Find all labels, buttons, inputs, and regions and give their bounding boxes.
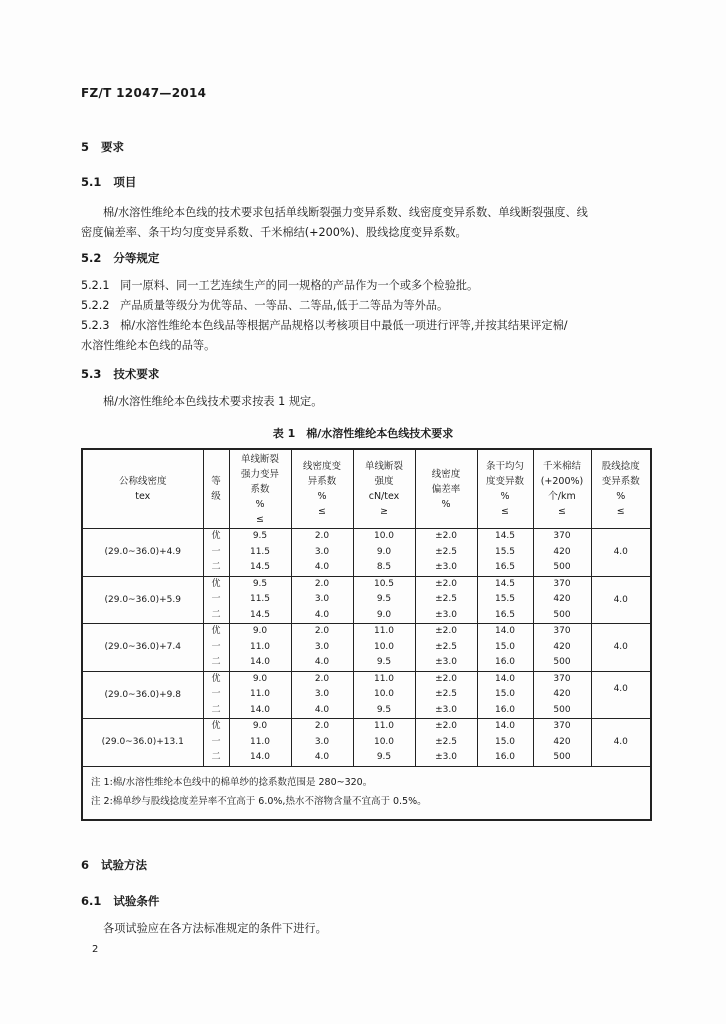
clause-text: 产品质量等级分为优等品、一等品、二等品,低于二等品为等外品。 — [120, 299, 449, 312]
strength-cv-cell: 9.5 11.5 14.5 — [229, 529, 291, 577]
evenness-cv-cell: 14.0 15.0 16.0 — [477, 624, 533, 672]
requirements-table — [81, 448, 652, 821]
section-5-heading — [81, 139, 124, 155]
strength-cv-cell: 9.0 11.0 14.0 — [229, 671, 291, 719]
grade-cell: 优 一 二 — [203, 671, 229, 719]
twist-cv-cell: 4.0 — [591, 624, 651, 672]
tenacity-cell: 11.0 10.0 9.5 — [353, 671, 415, 719]
col-header-evenness-cv: 条干均匀 度变异数 % ≤ — [477, 449, 533, 529]
spec-cell: (29.0~36.0)+13.1 — [82, 719, 203, 767]
section-title: 试验方法 — [101, 858, 148, 872]
section-number: 6.1 — [81, 894, 102, 908]
tenacity-cell: 10.0 9.0 8.5 — [353, 529, 415, 577]
col-header-density-deviation: 线密度 偏差率 % — [415, 449, 477, 529]
section-5-3-heading — [81, 366, 159, 382]
section-number: 5 — [81, 140, 90, 154]
density-cv-cell: 2.0 3.0 4.0 — [291, 529, 353, 577]
table-row-group — [82, 624, 651, 672]
col-header-grade: 等 级 — [203, 449, 229, 529]
page-number: 2 — [92, 944, 99, 955]
col-header-nominal-density: 公称线密度 tex — [82, 449, 203, 529]
clause-text: 棉/水溶性维纶本色线品等根据产品规格以考核项目中最低一项进行评等,并按其结果评定棉/ — [120, 319, 568, 332]
col-header-twist-cv: 股线捻度 变异系数 % ≤ — [591, 449, 651, 529]
table-notes-row — [82, 766, 651, 820]
clause-text: 同一原料、同一工艺连续生产的同一规格的产品作为一个或多个检验批。 — [120, 279, 479, 292]
grade-cell: 优 一 二 — [203, 529, 229, 577]
strength-cv-cell: 9.0 11.0 14.0 — [229, 719, 291, 767]
evenness-cv-cell: 14.5 15.5 16.5 — [477, 529, 533, 577]
clause-5-2-2 — [81, 297, 448, 313]
section-number: 5.2 — [81, 251, 102, 265]
evenness-cv-cell: 14.0 15.0 16.0 — [477, 671, 533, 719]
table-note: 注 2:棉单纱与股线捻度差异率不宜高于 6.0%,热水不溶物含量不宜高于 0.5%。 — [91, 795, 427, 807]
strength-cv-cell: 9.0 11.0 14.0 — [229, 624, 291, 672]
paragraph-line: 各项试验应在各方法标准规定的条件下进行。 — [103, 922, 327, 935]
density-cv-cell: 2.0 3.0 4.0 — [291, 624, 353, 672]
paragraph-line: 密度偏差率、条干均匀度变异系数、千米棉结(+200%)、股线捻度变异系数。 — [81, 226, 467, 239]
section-6-1-heading — [81, 893, 159, 909]
section-5-2-heading — [81, 250, 159, 266]
col-header-density-cv: 线密度变 异系数 % ≤ — [291, 449, 353, 529]
neps-cell: 370 420 500 — [533, 624, 591, 672]
table-row-group — [82, 529, 651, 577]
neps-cell: 370 420 500 — [533, 529, 591, 577]
section-title: 要求 — [101, 140, 125, 154]
paragraph-line: 棉/水溶性维纶本色线技术要求按表 1 规定。 — [103, 395, 323, 408]
neps-cell: 370 420 500 — [533, 671, 591, 719]
evenness-cv-cell: 14.0 15.0 16.0 — [477, 719, 533, 767]
grade-cell: 优 一 二 — [203, 719, 229, 767]
density-deviation-cell: ±2.0 ±2.5 ±3.0 — [415, 719, 477, 767]
section-title: 分等规定 — [113, 251, 160, 265]
clause-5-2-1 — [81, 277, 478, 293]
section-number: 5.1 — [81, 175, 102, 189]
tenacity-cell: 11.0 10.0 9.5 — [353, 624, 415, 672]
density-deviation-cell: ±2.0 ±2.5 ±3.0 — [415, 624, 477, 672]
density-deviation-cell: ±2.0 ±2.5 ±3.0 — [415, 671, 477, 719]
twist-cv-cell: 4.0 — [591, 529, 651, 577]
twist-cv-cell: 4.0 — [591, 576, 651, 624]
tenacity-cell: 11.0 10.0 9.5 — [353, 719, 415, 767]
density-deviation-cell: ±2.0 ±2.5 ±3.0 — [415, 576, 477, 624]
tenacity-cell: 10.5 9.5 9.0 — [353, 576, 415, 624]
table-row-group — [82, 576, 651, 624]
col-header-neps: 千米棉结 (+200%) 个/km ≤ — [533, 449, 591, 529]
table-row-group — [82, 671, 651, 719]
twist-cv-cell: 4.0 — [591, 671, 651, 719]
grade-cell: 优 一 二 — [203, 624, 229, 672]
spec-cell: (29.0~36.0)+4.9 — [82, 529, 203, 577]
section-title: 项目 — [113, 175, 137, 189]
table-caption: 表 1 棉/水溶性维纶本色线技术要求 — [272, 427, 454, 440]
grade-cell: 优 一 二 — [203, 576, 229, 624]
twist-cv-cell: 4.0 — [591, 719, 651, 767]
section-number: 6 — [81, 858, 90, 872]
section-6-heading — [81, 857, 147, 873]
clause-text-continued: 水溶性维纶本色线的品等。 — [81, 339, 216, 352]
paragraph-line: 棉/水溶性维纶本色线的技术要求包括单线断裂强力变异系数、线密度变异系数、单线断裂强度、线 — [103, 206, 588, 219]
table-notes — [82, 766, 651, 820]
clause-5-2-3 — [81, 317, 568, 333]
clause-number: 5.2.3 — [81, 319, 110, 332]
col-header-tenacity: 单线断裂 强度 cN/tex ≥ — [353, 449, 415, 529]
strength-cv-cell: 9.5 11.5 14.5 — [229, 576, 291, 624]
density-cv-cell: 2.0 3.0 4.0 — [291, 719, 353, 767]
spec-cell: (29.0~36.0)+9.8 — [82, 671, 203, 719]
section-number: 5.3 — [81, 367, 102, 381]
spec-cell: (29.0~36.0)+5.9 — [82, 576, 203, 624]
density-cv-cell: 2.0 3.0 4.0 — [291, 671, 353, 719]
neps-cell: 370 420 500 — [533, 719, 591, 767]
section-5-1-heading — [81, 174, 136, 190]
clause-number: 5.2.2 — [81, 299, 110, 312]
table-row-group — [82, 719, 651, 767]
table-note: 注 1:棉/水溶性维纶本色线中的棉单纱的捻系数范围是 280~320。 — [91, 776, 373, 788]
section-title: 试验条件 — [113, 894, 160, 908]
col-header-strength-cv: 单线断裂 强力变异 系数 % ≤ — [229, 449, 291, 529]
spec-cell: (29.0~36.0)+7.4 — [82, 624, 203, 672]
table-header-row — [82, 449, 651, 529]
clause-number: 5.2.1 — [81, 279, 110, 292]
evenness-cv-cell: 14.5 15.5 16.5 — [477, 576, 533, 624]
density-cv-cell: 2.0 3.0 4.0 — [291, 576, 353, 624]
density-deviation-cell: ±2.0 ±2.5 ±3.0 — [415, 529, 477, 577]
section-title: 技术要求 — [113, 367, 160, 381]
neps-cell: 370 420 500 — [533, 576, 591, 624]
standard-number: FZ/T 12047—2014 — [81, 86, 207, 100]
